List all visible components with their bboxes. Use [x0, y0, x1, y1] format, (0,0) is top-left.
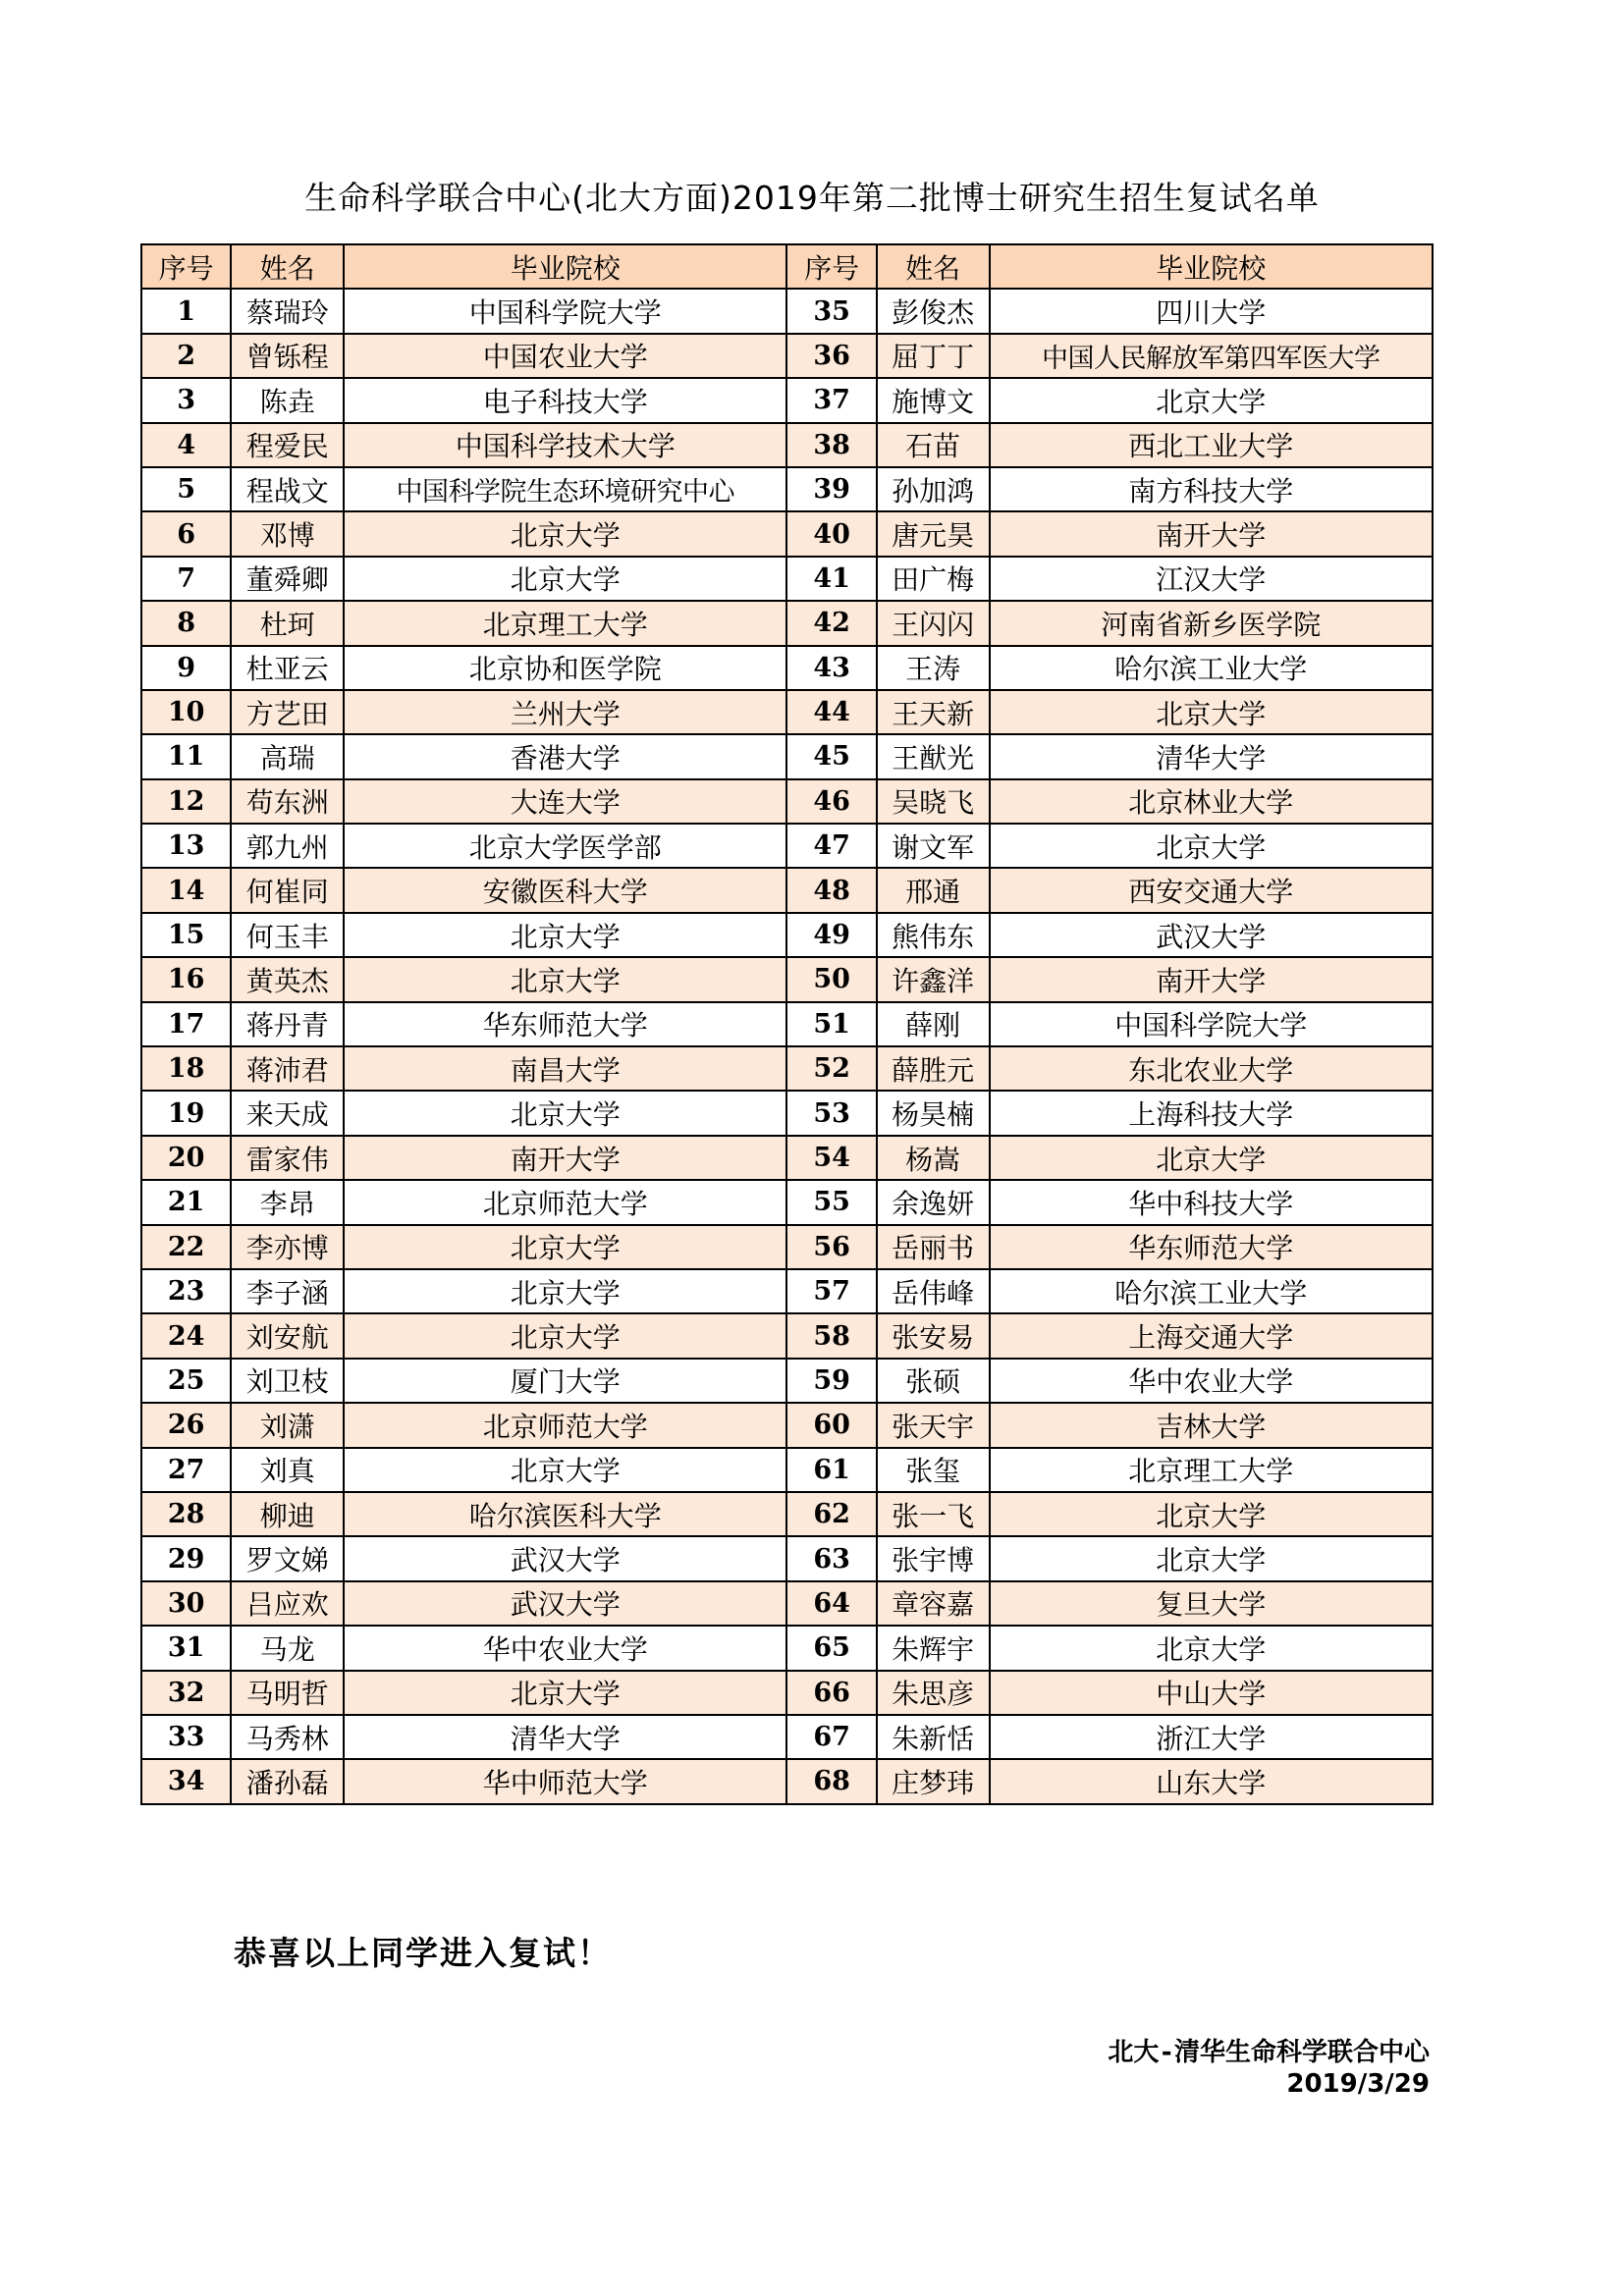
table-row [141, 1313, 1433, 1358]
student-name-left: 吕应欢 [231, 1581, 344, 1626]
table-row [141, 557, 1433, 601]
row-number-left: 1 [141, 289, 231, 333]
row-number-left: 5 [141, 467, 231, 511]
row-number-right: 53 [786, 1091, 876, 1135]
row-number-right: 52 [786, 1046, 876, 1091]
student-name-left: 李昂 [231, 1180, 344, 1224]
table-row [141, 289, 1433, 333]
graduate-school-right: 华东师范大学 [990, 1225, 1433, 1269]
student-name-right: 朱思彦 [877, 1671, 990, 1715]
row-number-right: 40 [786, 511, 876, 556]
row-number-right: 61 [786, 1448, 876, 1492]
graduate-school-right: 东北农业大学 [990, 1046, 1433, 1091]
row-number-right: 49 [786, 913, 876, 957]
student-name-left: 陈垚 [231, 378, 344, 422]
row-number-left: 17 [141, 1002, 231, 1046]
graduate-school-left: 武汉大学 [344, 1536, 786, 1580]
row-number-right: 59 [786, 1359, 876, 1403]
row-number-right: 44 [786, 690, 876, 734]
graduate-school-left: 北京理工大学 [344, 601, 786, 645]
row-number-left: 10 [141, 690, 231, 734]
graduate-school-right: 四川大学 [990, 289, 1433, 333]
row-number-left: 2 [141, 334, 231, 378]
student-name-right: 薛刚 [877, 1002, 990, 1046]
graduate-school-right: 北京理工大学 [990, 1448, 1433, 1492]
table-row [141, 1448, 1433, 1492]
graduate-school-right: 北京大学 [990, 378, 1433, 422]
row-number-left: 23 [141, 1269, 231, 1313]
table-row [141, 1091, 1433, 1135]
congratulations-text: 恭喜以上同学进入复试！ [234, 1934, 612, 1972]
table-row [141, 1046, 1433, 1091]
table-row [141, 1403, 1433, 1447]
graduate-school-right: 西安交通大学 [990, 868, 1433, 912]
row-number-right: 38 [786, 423, 876, 467]
student-name-left: 马秀林 [231, 1715, 344, 1759]
row-number-left: 14 [141, 868, 231, 912]
row-number-left: 15 [141, 913, 231, 957]
row-number-right: 57 [786, 1269, 876, 1313]
row-number-right: 50 [786, 957, 876, 1001]
row-number-right: 54 [786, 1136, 876, 1180]
table-row [141, 1225, 1433, 1269]
graduate-school-right: 中国人民解放军第四军医大学 [990, 334, 1433, 378]
table-row [141, 1581, 1433, 1626]
graduate-school-left: 北京大学医学部 [344, 824, 786, 868]
header-name-right: 姓名 [877, 244, 990, 289]
graduate-school-left: 北京大学 [344, 1448, 786, 1492]
row-number-left: 33 [141, 1715, 231, 1759]
graduate-school-right: 哈尔滨工业大学 [990, 1269, 1433, 1313]
graduate-school-right: 哈尔滨工业大学 [990, 646, 1433, 690]
table-row [141, 1359, 1433, 1403]
student-name-right: 熊伟东 [877, 913, 990, 957]
graduate-school-left: 北京大学 [344, 1313, 786, 1358]
student-name-left: 杜珂 [231, 601, 344, 645]
graduate-school-right: 北京大学 [990, 1136, 1433, 1180]
row-number-right: 63 [786, 1536, 876, 1580]
graduate-school-left: 北京协和医学院 [344, 646, 786, 690]
table-row [141, 1626, 1433, 1670]
student-name-left: 程爱民 [231, 423, 344, 467]
signature-organization: 北大-清华生命科学联合中心 [1108, 2038, 1430, 2067]
student-name-left: 雷家伟 [231, 1136, 344, 1180]
table-row [141, 334, 1433, 378]
row-number-left: 28 [141, 1492, 231, 1536]
student-name-left: 苟东洲 [231, 779, 344, 824]
graduate-school-left: 兰州大学 [344, 690, 786, 734]
row-number-right: 47 [786, 824, 876, 868]
row-number-left: 31 [141, 1626, 231, 1670]
student-name-left: 李子涵 [231, 1269, 344, 1313]
graduate-school-right: 复旦大学 [990, 1581, 1433, 1626]
graduate-school-left: 北京大学 [344, 511, 786, 556]
graduate-school-left: 北京大学 [344, 1225, 786, 1269]
student-name-right: 章容嘉 [877, 1581, 990, 1626]
student-name-right: 石苗 [877, 423, 990, 467]
table-row [141, 1715, 1433, 1759]
row-number-left: 7 [141, 557, 231, 601]
student-name-right: 张宇博 [877, 1536, 990, 1580]
table-row [141, 1759, 1433, 1803]
student-name-left: 蒋丹青 [231, 1002, 344, 1046]
header-no-right: 序号 [786, 244, 876, 289]
student-name-left: 罗文娣 [231, 1536, 344, 1580]
row-number-left: 11 [141, 734, 231, 778]
row-number-right: 41 [786, 557, 876, 601]
graduate-school-left: 北京大学 [344, 1091, 786, 1135]
row-number-left: 32 [141, 1671, 231, 1715]
row-number-right: 60 [786, 1403, 876, 1447]
student-name-left: 邓博 [231, 511, 344, 556]
table-row [141, 690, 1433, 734]
student-name-left: 柳迪 [231, 1492, 344, 1536]
graduate-school-right: 南方科技大学 [990, 467, 1433, 511]
graduate-school-right: 北京大学 [990, 690, 1433, 734]
table-row [141, 646, 1433, 690]
table-row [141, 868, 1433, 912]
table-row [141, 467, 1433, 511]
row-number-left: 20 [141, 1136, 231, 1180]
graduate-school-right: 北京大学 [990, 1536, 1433, 1580]
graduate-school-left: 北京大学 [344, 557, 786, 601]
graduate-school-left: 北京大学 [344, 957, 786, 1001]
graduate-school-left: 中国科学院生态环境研究中心 [344, 467, 786, 511]
row-number-right: 55 [786, 1180, 876, 1224]
row-number-left: 16 [141, 957, 231, 1001]
graduate-school-right: 北京大学 [990, 1492, 1433, 1536]
row-number-left: 26 [141, 1403, 231, 1447]
row-number-right: 56 [786, 1225, 876, 1269]
row-number-right: 66 [786, 1671, 876, 1715]
page-title: 生命科学联合中心(北大方面)2019年第二批博士研究生招生复试名单 [304, 179, 1320, 217]
graduate-school-left: 厦门大学 [344, 1359, 786, 1403]
student-name-right: 吴晓飞 [877, 779, 990, 824]
graduate-school-right: 中国科学院大学 [990, 1002, 1433, 1046]
table-row [141, 1492, 1433, 1536]
graduate-school-left: 北京大学 [344, 1671, 786, 1715]
row-number-right: 39 [786, 467, 876, 511]
graduate-school-left: 中国科学院大学 [344, 289, 786, 333]
row-number-left: 29 [141, 1536, 231, 1580]
graduate-school-right: 武汉大学 [990, 913, 1433, 957]
table-row [141, 734, 1433, 778]
student-name-right: 张玺 [877, 1448, 990, 1492]
table-row [141, 1180, 1433, 1224]
table-header-row [141, 244, 1433, 289]
graduate-school-left: 北京大学 [344, 913, 786, 957]
signature-date: 2019/3/29 [1286, 2069, 1430, 2099]
table-row [141, 1671, 1433, 1715]
student-name-right: 岳丽书 [877, 1225, 990, 1269]
table-row [141, 511, 1433, 556]
student-name-right: 余逸妍 [877, 1180, 990, 1224]
row-number-left: 30 [141, 1581, 231, 1626]
student-name-left: 马龙 [231, 1626, 344, 1670]
graduate-school-right: 北京大学 [990, 1626, 1433, 1670]
interview-list-table [140, 243, 1434, 1805]
row-number-right: 65 [786, 1626, 876, 1670]
graduate-school-left: 电子科技大学 [344, 378, 786, 422]
student-name-right: 薛胜元 [877, 1046, 990, 1091]
student-name-left: 马明哲 [231, 1671, 344, 1715]
table-row [141, 1136, 1433, 1180]
graduate-school-left: 武汉大学 [344, 1581, 786, 1626]
row-number-right: 45 [786, 734, 876, 778]
row-number-right: 46 [786, 779, 876, 824]
row-number-left: 21 [141, 1180, 231, 1224]
graduate-school-right: 江汉大学 [990, 557, 1433, 601]
student-name-left: 郭九州 [231, 824, 344, 868]
graduate-school-right: 华中科技大学 [990, 1180, 1433, 1224]
graduate-school-left: 香港大学 [344, 734, 786, 778]
row-number-right: 67 [786, 1715, 876, 1759]
graduate-school-left: 清华大学 [344, 1715, 786, 1759]
row-number-right: 58 [786, 1313, 876, 1358]
header-school-right: 毕业院校 [990, 244, 1433, 289]
row-number-right: 62 [786, 1492, 876, 1536]
row-number-right: 64 [786, 1581, 876, 1626]
row-number-left: 12 [141, 779, 231, 824]
table-row [141, 1269, 1433, 1313]
graduate-school-left: 华中农业大学 [344, 1626, 786, 1670]
row-number-left: 13 [141, 824, 231, 868]
student-name-left: 高瑞 [231, 734, 344, 778]
header-no-left: 序号 [141, 244, 231, 289]
table-row [141, 601, 1433, 645]
student-name-right: 张安易 [877, 1313, 990, 1358]
student-name-right: 庄梦玮 [877, 1759, 990, 1803]
graduate-school-right: 清华大学 [990, 734, 1433, 778]
row-number-left: 34 [141, 1759, 231, 1803]
row-number-left: 25 [141, 1359, 231, 1403]
graduate-school-right: 山东大学 [990, 1759, 1433, 1803]
row-number-right: 37 [786, 378, 876, 422]
student-name-left: 何崔同 [231, 868, 344, 912]
table-row [141, 913, 1433, 957]
row-number-left: 9 [141, 646, 231, 690]
graduate-school-right: 北京林业大学 [990, 779, 1433, 824]
student-name-right: 许鑫洋 [877, 957, 990, 1001]
graduate-school-right: 上海交通大学 [990, 1313, 1433, 1358]
student-name-right: 张一飞 [877, 1492, 990, 1536]
student-name-right: 王猷光 [877, 734, 990, 778]
row-number-left: 27 [141, 1448, 231, 1492]
table-row [141, 378, 1433, 422]
student-name-right: 谢文军 [877, 824, 990, 868]
row-number-right: 51 [786, 1002, 876, 1046]
student-name-right: 岳伟峰 [877, 1269, 990, 1313]
graduate-school-left: 南开大学 [344, 1136, 786, 1180]
student-name-left: 曾铄程 [231, 334, 344, 378]
student-name-right: 王天新 [877, 690, 990, 734]
graduate-school-right: 中山大学 [990, 1671, 1433, 1715]
graduate-school-left: 中国科学技术大学 [344, 423, 786, 467]
graduate-school-right: 吉林大学 [990, 1403, 1433, 1447]
student-name-left: 董舜卿 [231, 557, 344, 601]
student-name-left: 何玉丰 [231, 913, 344, 957]
row-number-left: 24 [141, 1313, 231, 1358]
student-name-right: 张天宇 [877, 1403, 990, 1447]
row-number-left: 3 [141, 378, 231, 422]
student-name-right: 王闪闪 [877, 601, 990, 645]
graduate-school-right: 南开大学 [990, 511, 1433, 556]
student-name-right: 王涛 [877, 646, 990, 690]
student-name-left: 刘真 [231, 1448, 344, 1492]
student-name-left: 蔡瑞玲 [231, 289, 344, 333]
student-name-left: 程战文 [231, 467, 344, 511]
student-name-right: 张硕 [877, 1359, 990, 1403]
student-name-left: 方艺田 [231, 690, 344, 734]
student-name-left: 杜亚云 [231, 646, 344, 690]
graduate-school-left: 北京师范大学 [344, 1180, 786, 1224]
student-name-right: 邢通 [877, 868, 990, 912]
graduate-school-left: 北京师范大学 [344, 1403, 786, 1447]
graduate-school-right: 浙江大学 [990, 1715, 1433, 1759]
graduate-school-right: 西北工业大学 [990, 423, 1433, 467]
student-name-right: 唐元昊 [877, 511, 990, 556]
row-number-right: 42 [786, 601, 876, 645]
student-name-right: 杨昊楠 [877, 1091, 990, 1135]
row-number-left: 18 [141, 1046, 231, 1091]
row-number-left: 4 [141, 423, 231, 467]
row-number-right: 36 [786, 334, 876, 378]
row-number-right: 43 [786, 646, 876, 690]
graduate-school-left: 南昌大学 [344, 1046, 786, 1091]
student-name-right: 朱辉宇 [877, 1626, 990, 1670]
table-row [141, 779, 1433, 824]
row-number-left: 19 [141, 1091, 231, 1135]
student-name-right: 孙加鸿 [877, 467, 990, 511]
graduate-school-left: 北京大学 [344, 1269, 786, 1313]
graduate-school-right: 北京大学 [990, 824, 1433, 868]
table-row [141, 824, 1433, 868]
student-name-right: 杨嵩 [877, 1136, 990, 1180]
table-row [141, 1536, 1433, 1580]
student-name-left: 来天成 [231, 1091, 344, 1135]
row-number-right: 48 [786, 868, 876, 912]
graduate-school-right: 南开大学 [990, 957, 1433, 1001]
table-row [141, 423, 1433, 467]
graduate-school-left: 安徽医科大学 [344, 868, 786, 912]
student-name-right: 施博文 [877, 378, 990, 422]
header-school-left: 毕业院校 [344, 244, 786, 289]
row-number-left: 6 [141, 511, 231, 556]
table-body [141, 289, 1433, 1803]
student-name-right: 彭俊杰 [877, 289, 990, 333]
graduate-school-left: 华中师范大学 [344, 1759, 786, 1803]
student-name-left: 刘潇 [231, 1403, 344, 1447]
student-name-left: 黄英杰 [231, 957, 344, 1001]
graduate-school-right: 上海科技大学 [990, 1091, 1433, 1135]
table-row [141, 1002, 1433, 1046]
student-name-right: 田广梅 [877, 557, 990, 601]
student-name-right: 朱新恬 [877, 1715, 990, 1759]
student-name-right: 屈丁丁 [877, 334, 990, 378]
student-name-left: 蒋沛君 [231, 1046, 344, 1091]
row-number-left: 22 [141, 1225, 231, 1269]
table-row [141, 957, 1433, 1001]
graduate-school-right: 河南省新乡医学院 [990, 601, 1433, 645]
graduate-school-left: 中国农业大学 [344, 334, 786, 378]
student-name-left: 刘卫枝 [231, 1359, 344, 1403]
row-number-right: 35 [786, 289, 876, 333]
graduate-school-left: 华东师范大学 [344, 1002, 786, 1046]
student-name-left: 李亦博 [231, 1225, 344, 1269]
graduate-school-left: 大连大学 [344, 779, 786, 824]
student-name-left: 刘安航 [231, 1313, 344, 1358]
graduate-school-left: 哈尔滨医科大学 [344, 1492, 786, 1536]
student-name-left: 潘孙磊 [231, 1759, 344, 1803]
graduate-school-right: 华中农业大学 [990, 1359, 1433, 1403]
row-number-left: 8 [141, 601, 231, 645]
row-number-right: 68 [786, 1759, 876, 1803]
header-name-left: 姓名 [231, 244, 344, 289]
